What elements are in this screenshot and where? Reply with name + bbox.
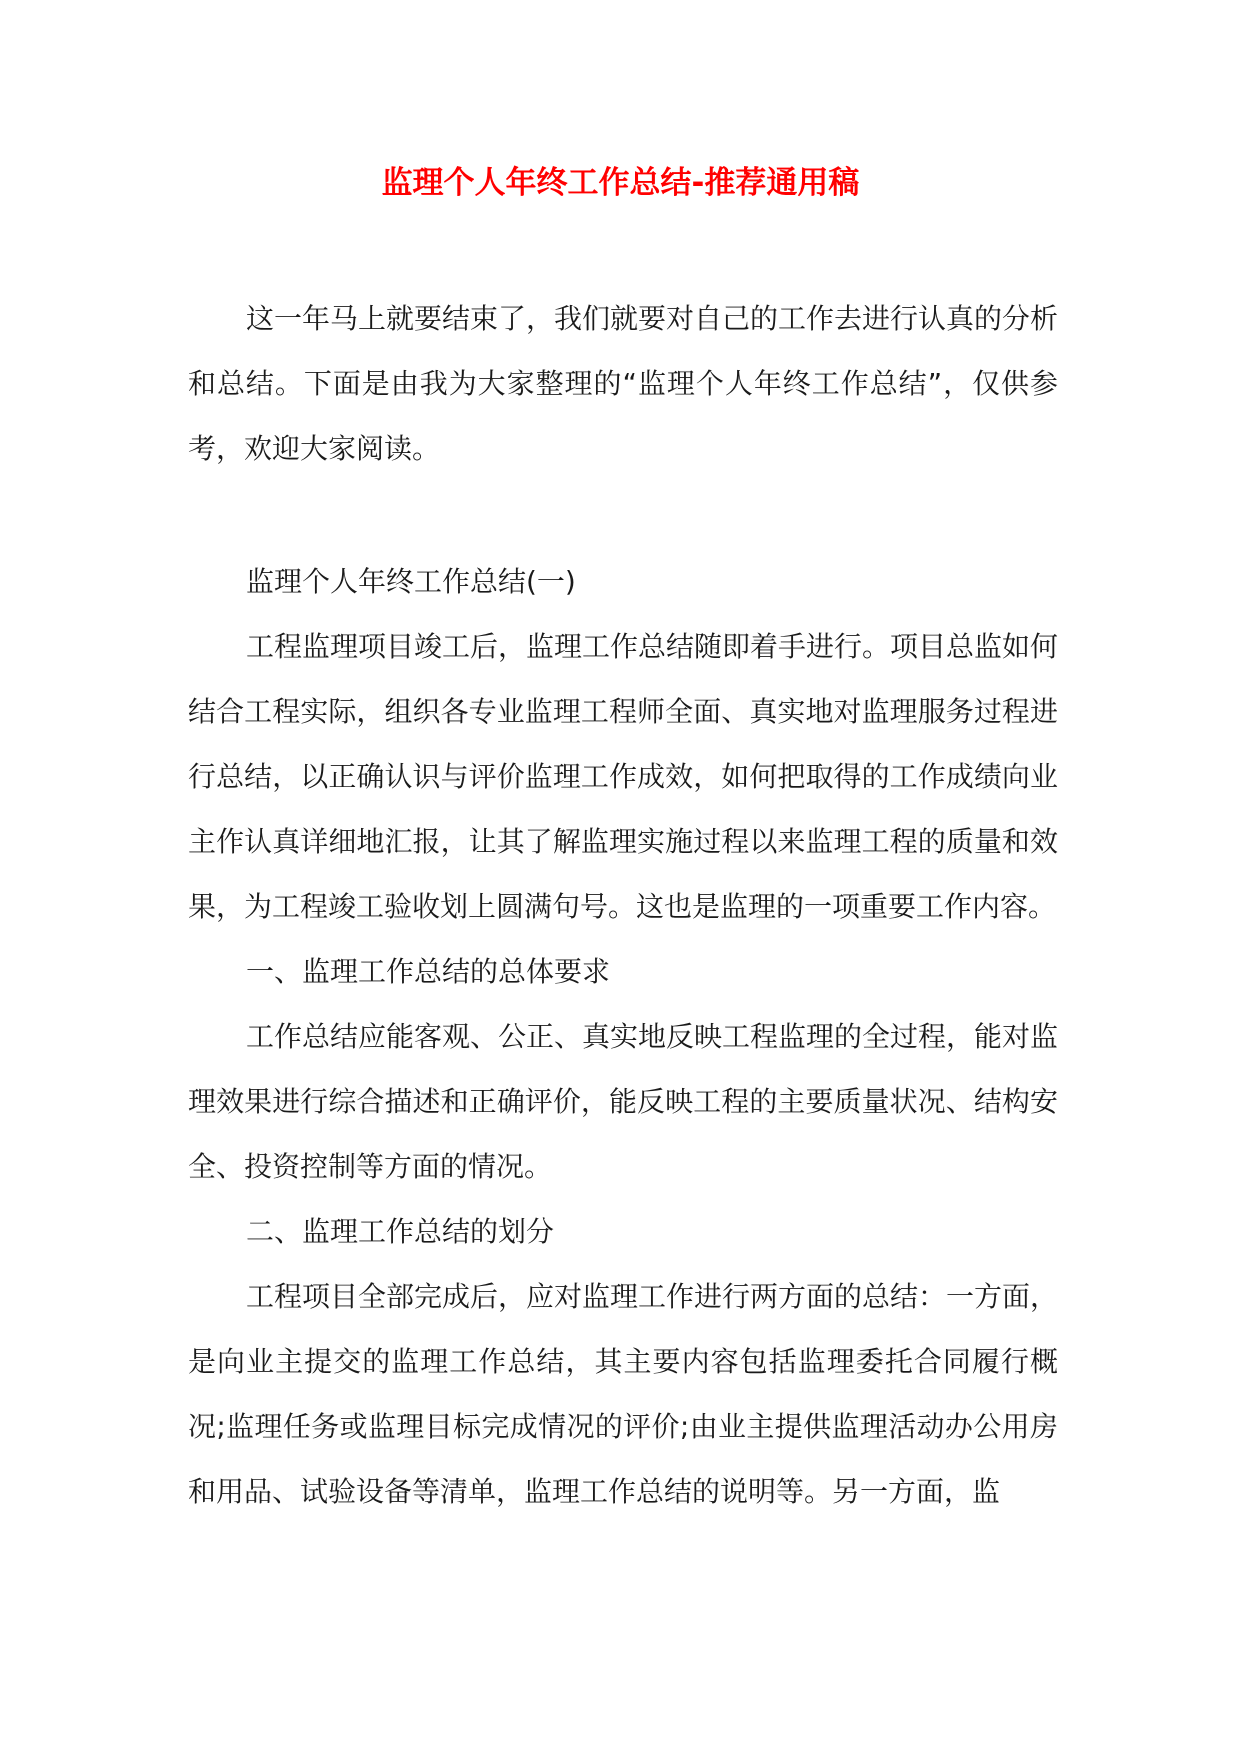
subsection-heading: 一、监理工作总结的总体要求 [246,955,611,988]
body-paragraph: 工程监理项目竣工后，监理工作总结随即着手进行。项目总监如何结合工程实际，组织各专业监理工程师全面、真实地对监理服务过程进行总结，以正确认识与评价监理工作成效，如何把取得的工作成绩向业主作认真详细地汇报，让其了解监理实施过程以来监理工程的质量和效果，为工程竣工验收划上圆满句号。这也是监理的一项重要工作内容。 [188,630,1059,923]
body-paragraph: 工程项目全部完成后，应对监理工作进行两方面的总结：一方面，是向业主提交的监理工作总结，其主要内容包括监理委托合同履行概况;监理任务或监理目标完成情况的评价;由业主提供监理活动办公用房和用品、试验设备等清单，监理工作总结的说明等。另一方面，监 [188,1280,1059,1508]
body-paragraph: 工作总结应能客观、公正、真实地反映工程监理的全过程，能对监理效果进行综合描述和正确评价，能反映工程的主要质量状况、结构安全、投资控制等方面的情况。 [188,1020,1059,1183]
document-title: 监理个人年终工作总结-推荐通用稿 [381,165,860,201]
intro-paragraph: 这一年马上就要结束了，我们就要对自己的工作去进行认真的分析和总结。下面是由我为大家整理的“监理个人年终工作总结”，仅供参考，欢迎大家阅读。 [188,302,1059,465]
section-heading: 监理个人年终工作总结(一) [246,565,576,598]
document-body [188,286,1058,1524]
subsection-heading: 二、监理工作总结的划分 [246,1215,555,1248]
